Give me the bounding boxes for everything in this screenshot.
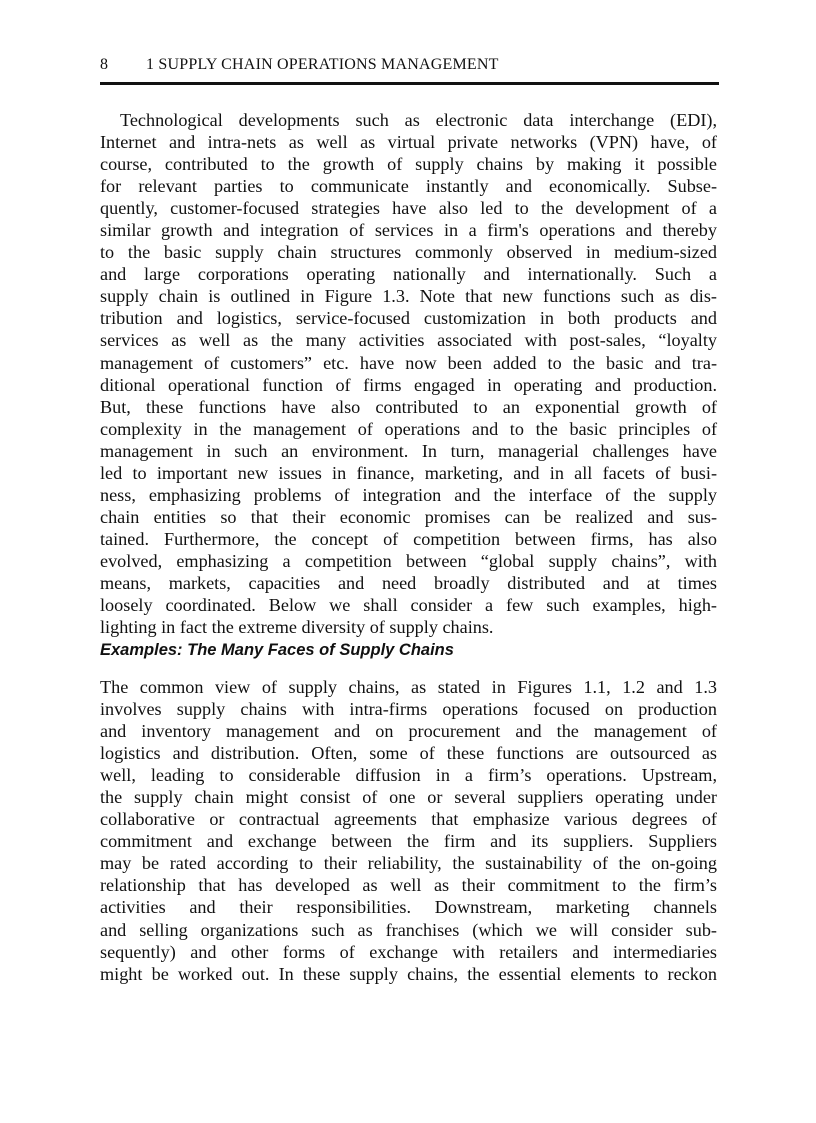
text-line: relationship that has developed as well as their commitment to the firm’s	[100, 875, 717, 896]
running-header	[100, 56, 718, 74]
text-line: management of customers” etc. have now been added to the basic and tra-	[100, 352, 717, 373]
text-line: may be rated according to their reliability, the sustainability of the on-going	[100, 853, 717, 874]
text-line: sequently) and other forms of exchange with retailers and intermediaries	[100, 941, 717, 962]
text-line: might be worked out. In these supply chains, the essential elements to reckon	[100, 963, 717, 984]
text-line: loosely coordinated. Below we shall consider a few such examples, high-	[100, 595, 717, 616]
text-line: similar growth and integration of services in a firm's operations and thereby	[100, 220, 717, 241]
section-heading: Examples: The Many Faces of Supply Chains	[100, 641, 454, 659]
paragraph-1	[100, 109, 717, 638]
text-line: ditional operational function of firms engaged in operating and production.	[100, 374, 717, 395]
text-line: led to important new issues in finance, marketing, and in all facets of busi-	[100, 462, 717, 483]
text-line: tained. Furthermore, the concept of competition between firms, has also	[100, 528, 717, 549]
running-title: 1 SUPPLY CHAIN OPERATIONS MANAGEMENT	[146, 56, 499, 73]
text-line: activities and their responsibilities. Downstream, marketing channels	[100, 897, 717, 918]
text-line: the supply chain might consist of one or several suppliers operating under	[100, 787, 717, 808]
text-line: Technological developments such as electronic data interchange (EDI),	[120, 110, 717, 130]
text-line: for relevant parties to communicate instantly and economically. Subse-	[100, 176, 717, 197]
text-line: well, leading to considerable diffusion in a firm’s operations. Upstream,	[100, 765, 717, 786]
text-line: and large corporations operating nationally and internationally. Such a	[100, 264, 717, 285]
text-line: services as well as the many activities associated with post-sales, “loyalty	[100, 330, 717, 351]
text-line: lighting in fact the extreme diversity of supply chains.	[100, 617, 494, 638]
text-line: complexity in the management of operations and to the basic principles of	[100, 418, 717, 439]
text-line: course, contributed to the growth of supply chains by making it possible	[100, 154, 717, 175]
text-line: collaborative or contractual agreements that emphasize various degrees of	[100, 809, 717, 830]
text-line: But, these functions have also contributed to an exponential growth of	[100, 396, 717, 417]
text-line: tribution and logistics, service-focused customization in both products and	[100, 308, 717, 329]
text-line: logistics and distribution. Often, some of these functions are outsourced as	[100, 743, 717, 764]
header-rule	[100, 82, 719, 85]
text-line: supply chain is outlined in Figure 1.3. Note that new functions such as dis-	[100, 286, 717, 307]
text-line: quently, customer-focused strategies have also led to the development of a	[100, 198, 717, 219]
text-line: means, markets, capacities and need broadly distributed and at times	[100, 572, 717, 593]
text-line: and inventory management and on procurement and the management of	[100, 721, 717, 742]
text-line: The common view of supply chains, as stated in Figures 1.1, 1.2 and 1.3	[100, 677, 717, 697]
text-line: commitment and exchange between the firm and its suppliers. Suppliers	[100, 831, 717, 852]
text-line: ness, emphasizing problems of integration and the interface of the supply	[100, 484, 717, 505]
text-line: and selling organizations such as franchises (which we will consider sub-	[100, 919, 717, 940]
text-line: management in such an environment. In turn, managerial challenges have	[100, 440, 717, 461]
text-line: evolved, emphasizing a competition between “global supply chains”, with	[100, 550, 717, 571]
paragraph-2	[100, 676, 717, 985]
text-line: involves supply chains with intra-firms operations focused on production	[100, 699, 717, 720]
text-line: Internet and intra-nets as well as virtual private networks (VPN) have, of	[100, 132, 717, 153]
text-line: chain entities so that their economic promises can be realized and sus-	[100, 506, 717, 527]
text-line: to the basic supply chain structures commonly observed in medium-sized	[100, 242, 717, 263]
page-number: 8	[100, 56, 109, 73]
